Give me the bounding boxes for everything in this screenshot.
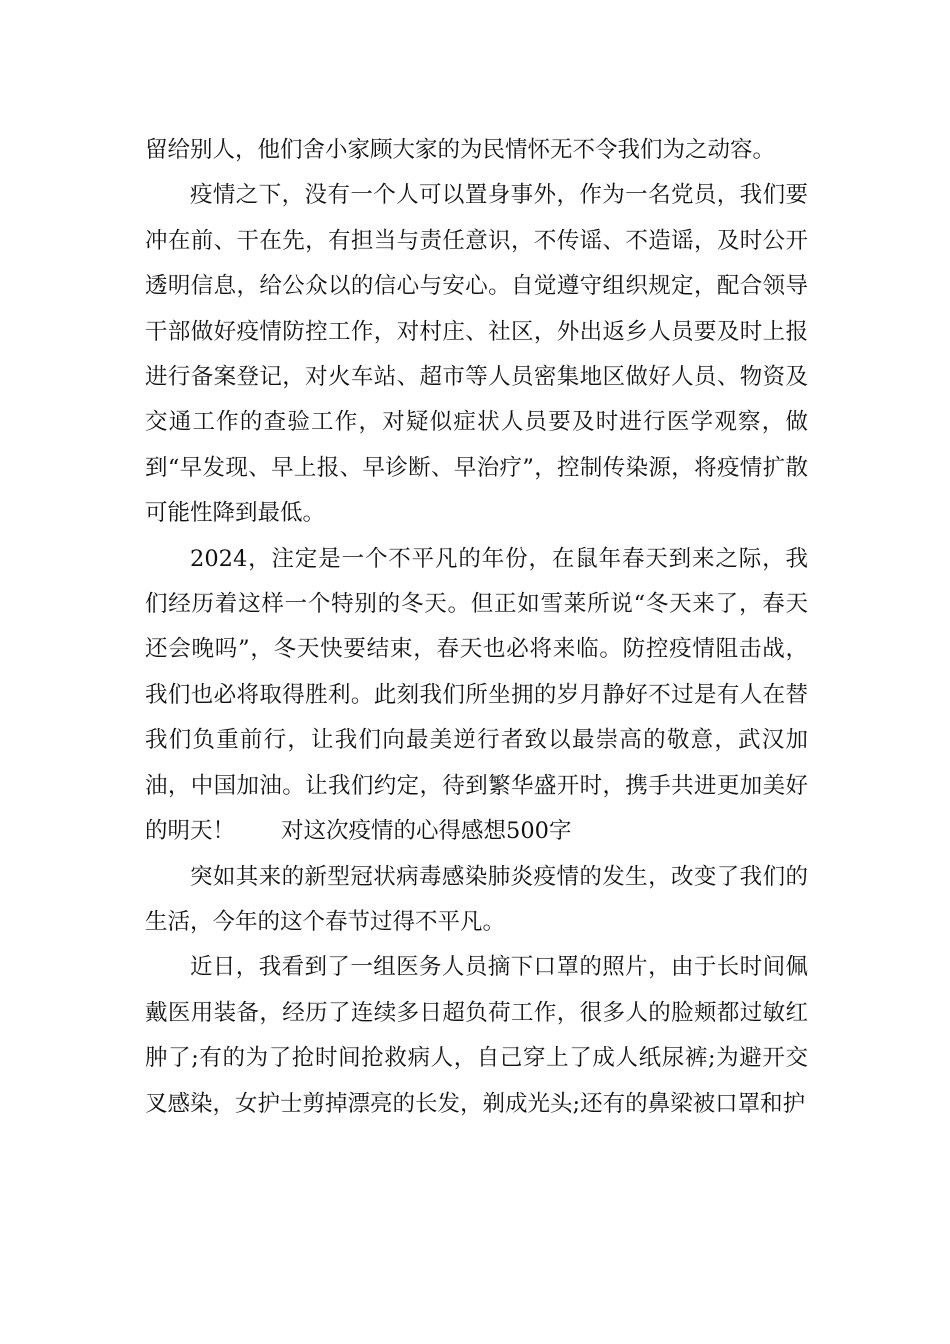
paragraph-2 xyxy=(145,173,808,536)
paragraph-4 xyxy=(145,855,808,946)
paragraph-3-text: 2024，注定是一个不平凡的年份，在鼠年春天到来之际，我们经历着这样一个特别的冬天。但正如雪莱所说“冬天来了，春天还会晚吗”，冬天快要结束，春天也必将来临。防控疫情阻击战，我们也必将取得胜利。此刻我们所坐拥的岁月静好不过是有人在替我们负重前行，让我们向最美逆行者致以最崇高的敬意，武汉加油，中国加油。让我们约定，待到繁华盛开时，携手共进更加美好的明天！ xyxy=(145,545,808,845)
paragraph-3 xyxy=(145,537,808,855)
paragraph-1-text: 留给别人，他们舍小家顾大家的为民情怀无不令我们为之动容。 xyxy=(145,137,776,163)
paragraph-5 xyxy=(145,945,808,1127)
paragraph-4-text: 突如其来的新型冠状病毒感染肺炎疫情的发生，改变了我们的生活，今年的这个春节过得不平凡。 xyxy=(145,863,808,935)
paragraph-1 xyxy=(145,128,808,173)
paragraph-5-text: 近日，我看到了一组医务人员摘下口罩的照片，由于长时间佩戴医用装备，经历了连续多日超负荷工作，很多人的脸颊都过敏红肿了;有的为了抢时间抢救病人，自己穿上了成人纸尿裤;为避开交叉感染，女护士剪掉漂亮的长发，剃成光头;还有的鼻梁被口罩和护 xyxy=(145,954,808,1117)
inline-section-title: 对这次疫情的心得感想500字 xyxy=(281,818,572,845)
paragraph-2-text: 疫情之下，没有一个人可以置身事外，作为一名党员，我们要冲在前、干在先，有担当与责任意识，不传谣、不造谣，及时公开透明信息，给公众以的信心与安心。自觉遵守组织规定，配合领导干部做好疫情防控工作，对村庄、社区，外出返乡人员要及时上报进行备案登记，对火车站、超市等人员密集地区做好人员、物资及交通工作的查验工作，对疑似症状人员要及时进行医学观察，做到“早发现、早上报、早诊断、早治疗”，控制传染源，将疫情扩散可能性降到最低。 xyxy=(145,182,808,527)
